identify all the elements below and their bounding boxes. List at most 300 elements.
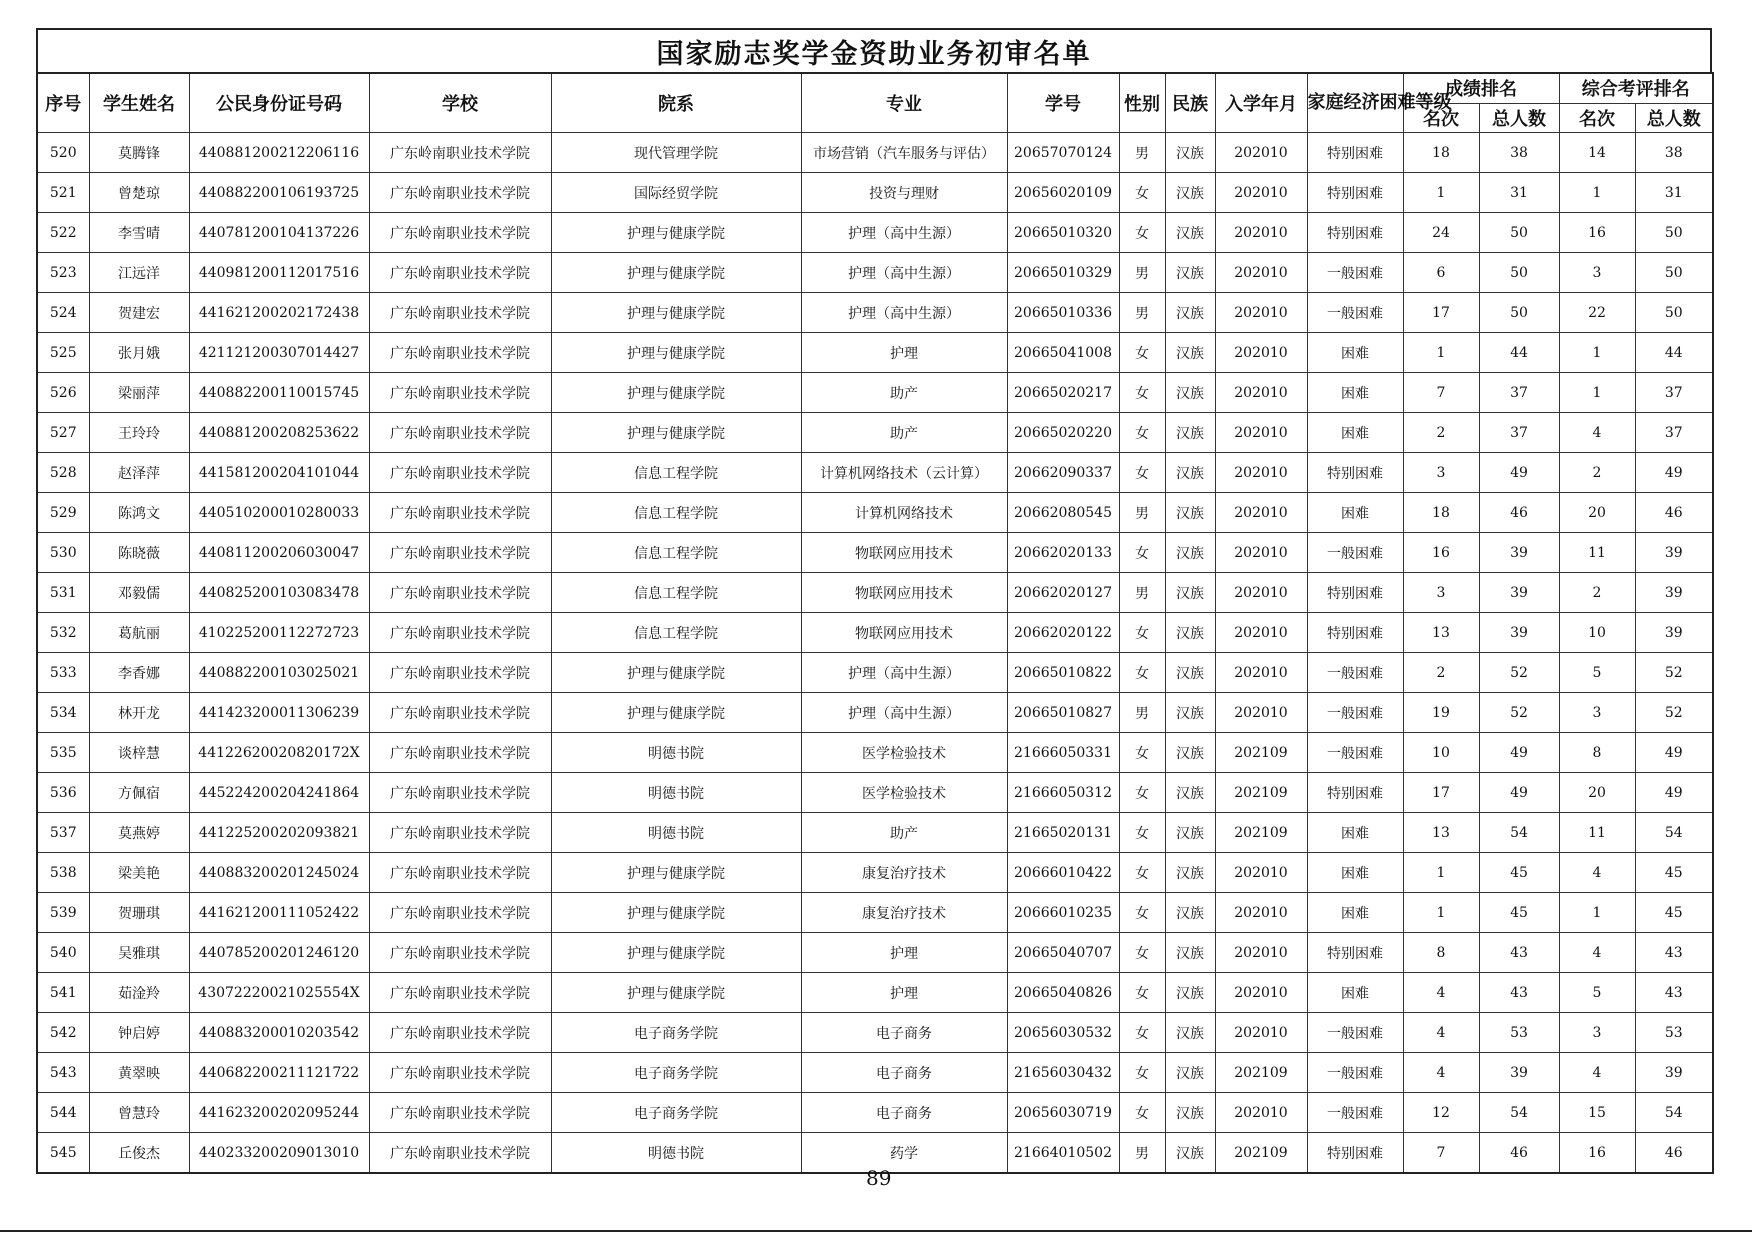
- cell-grade-rank: 19: [1403, 693, 1479, 733]
- cell-college: 信息工程学院: [551, 533, 801, 573]
- cell-seq: 532: [37, 613, 89, 653]
- cell-enroll: 202109: [1215, 773, 1307, 813]
- cell-overall-rank: 3: [1559, 253, 1635, 293]
- cell-overall-rank: 4: [1559, 933, 1635, 973]
- cell-grade-total: 39: [1479, 533, 1559, 573]
- cell-college: 护理与健康学院: [551, 853, 801, 893]
- table-row: [37, 613, 1713, 653]
- cell-sid: 20665010822: [1007, 653, 1119, 693]
- cell-gender: 女: [1119, 1093, 1165, 1133]
- cell-gender: 女: [1119, 773, 1165, 813]
- cell-sid: 21665020131: [1007, 813, 1119, 853]
- cell-name: 葛航丽: [89, 613, 189, 653]
- cell-ethnicity: 汉族: [1165, 653, 1215, 693]
- cell-seq: 539: [37, 893, 89, 933]
- cell-enroll: 202010: [1215, 613, 1307, 653]
- cell-gender: 女: [1119, 173, 1165, 213]
- cell-school: 广东岭南职业技术学院: [369, 533, 551, 573]
- cell-seq: 536: [37, 773, 89, 813]
- cell-sid: 20656030532: [1007, 1013, 1119, 1053]
- cell-seq: 529: [37, 493, 89, 533]
- cell-hardship: 特别困难: [1307, 933, 1403, 973]
- cell-enroll: 202010: [1215, 173, 1307, 213]
- cell-name: 梁美艳: [89, 853, 189, 893]
- table-row: [37, 1093, 1713, 1133]
- cell-grade-rank: 8: [1403, 933, 1479, 973]
- cell-school: 广东岭南职业技术学院: [369, 213, 551, 253]
- cell-id: 441423200011306239: [189, 693, 369, 733]
- cell-seq: 525: [37, 333, 89, 373]
- cell-id: 440811200206030047: [189, 533, 369, 573]
- cell-major: 计算机网络技术: [801, 493, 1007, 533]
- cell-sid: 20666010235: [1007, 893, 1119, 933]
- cell-major: 投资与理财: [801, 173, 1007, 213]
- cell-name: 陈晓薇: [89, 533, 189, 573]
- cell-hardship: 特别困难: [1307, 173, 1403, 213]
- table-row: [37, 253, 1713, 293]
- cell-gender: 女: [1119, 213, 1165, 253]
- cell-grade-rank: 2: [1403, 413, 1479, 453]
- cell-enroll: 202010: [1215, 213, 1307, 253]
- cell-college: 护理与健康学院: [551, 973, 801, 1013]
- cell-school: 广东岭南职业技术学院: [369, 333, 551, 373]
- cell-gender: 女: [1119, 733, 1165, 773]
- cell-hardship: 特别困难: [1307, 1133, 1403, 1174]
- cell-gender: 女: [1119, 333, 1165, 373]
- cell-college: 国际经贸学院: [551, 173, 801, 213]
- cell-overall-rank: 4: [1559, 413, 1635, 453]
- cell-seq: 521: [37, 173, 89, 213]
- cell-ethnicity: 汉族: [1165, 253, 1215, 293]
- cell-overall-total: 37: [1635, 413, 1713, 453]
- cell-enroll: 202010: [1215, 293, 1307, 333]
- cell-sid: 20665020220: [1007, 413, 1119, 453]
- cell-overall-total: 43: [1635, 933, 1713, 973]
- cell-hardship: 特别困难: [1307, 613, 1403, 653]
- cell-enroll: 202010: [1215, 693, 1307, 733]
- cell-hardship: 一般困难: [1307, 253, 1403, 293]
- cell-enroll: 202010: [1215, 413, 1307, 453]
- cell-gender: 女: [1119, 1053, 1165, 1093]
- cell-id: 440883200010203542: [189, 1013, 369, 1053]
- cell-hardship: 一般困难: [1307, 533, 1403, 573]
- cell-grade-total: 39: [1479, 573, 1559, 613]
- cell-college: 护理与健康学院: [551, 333, 801, 373]
- cell-gender: 男: [1119, 493, 1165, 533]
- cell-sid: 21666050312: [1007, 773, 1119, 813]
- cell-hardship: 困难: [1307, 373, 1403, 413]
- cell-gender: 女: [1119, 853, 1165, 893]
- cell-ethnicity: 汉族: [1165, 733, 1215, 773]
- cell-name: 钟启婷: [89, 1013, 189, 1053]
- cell-sid: 20662020122: [1007, 613, 1119, 653]
- cell-name: 李香娜: [89, 653, 189, 693]
- cell-id: 43072220021025554X: [189, 973, 369, 1013]
- cell-enroll: 202109: [1215, 1053, 1307, 1093]
- cell-major: 物联网应用技术: [801, 573, 1007, 613]
- cell-hardship: 困难: [1307, 853, 1403, 893]
- cell-major: 护理（高中生源）: [801, 213, 1007, 253]
- cell-gender: 男: [1119, 133, 1165, 173]
- cell-name: 邓毅儒: [89, 573, 189, 613]
- table-row: [37, 653, 1713, 693]
- cell-hardship: 一般困难: [1307, 733, 1403, 773]
- cell-ethnicity: 汉族: [1165, 173, 1215, 213]
- cell-enroll: 202010: [1215, 973, 1307, 1013]
- cell-enroll: 202010: [1215, 573, 1307, 613]
- table-row: [37, 533, 1713, 573]
- cell-id: 441225200202093821: [189, 813, 369, 853]
- cell-name: 李雪晴: [89, 213, 189, 253]
- cell-grade-total: 43: [1479, 973, 1559, 1013]
- cell-gender: 女: [1119, 453, 1165, 493]
- cell-seq: 542: [37, 1013, 89, 1053]
- cell-sid: 21656030432: [1007, 1053, 1119, 1093]
- cell-college: 信息工程学院: [551, 453, 801, 493]
- cell-college: 护理与健康学院: [551, 213, 801, 253]
- cell-id: 440781200104137226: [189, 213, 369, 253]
- cell-ethnicity: 汉族: [1165, 453, 1215, 493]
- cell-overall-rank: 1: [1559, 333, 1635, 373]
- cell-overall-total: 31: [1635, 173, 1713, 213]
- cell-grade-rank: 3: [1403, 573, 1479, 613]
- cell-name: 张月娥: [89, 333, 189, 373]
- cell-overall-rank: 5: [1559, 653, 1635, 693]
- cell-id: 441581200204101044: [189, 453, 369, 493]
- cell-gender: 男: [1119, 1133, 1165, 1174]
- cell-overall-rank: 11: [1559, 533, 1635, 573]
- table-row: [37, 213, 1713, 253]
- cell-overall-total: 43: [1635, 973, 1713, 1013]
- cell-id: 440881200212206116: [189, 133, 369, 173]
- cell-enroll: 202010: [1215, 533, 1307, 573]
- cell-overall-rank: 5: [1559, 973, 1635, 1013]
- cell-college: 明德书院: [551, 813, 801, 853]
- cell-grade-total: 37: [1479, 413, 1559, 453]
- cell-overall-total: 50: [1635, 213, 1713, 253]
- cell-overall-rank: 2: [1559, 453, 1635, 493]
- cell-college: 护理与健康学院: [551, 933, 801, 973]
- cell-overall-rank: 1: [1559, 173, 1635, 213]
- cell-ethnicity: 汉族: [1165, 1013, 1215, 1053]
- cell-grade-total: 39: [1479, 613, 1559, 653]
- cell-sid: 20665040707: [1007, 933, 1119, 973]
- cell-college: 护理与健康学院: [551, 693, 801, 733]
- cell-grade-total: 49: [1479, 733, 1559, 773]
- cell-name: 曾楚琼: [89, 173, 189, 213]
- cell-sid: 20665010827: [1007, 693, 1119, 733]
- cell-major: 物联网应用技术: [801, 533, 1007, 573]
- cell-major: 护理: [801, 973, 1007, 1013]
- cell-ethnicity: 汉族: [1165, 813, 1215, 853]
- cell-school: 广东岭南职业技术学院: [369, 293, 551, 333]
- cell-school: 广东岭南职业技术学院: [369, 653, 551, 693]
- table-row: [37, 1053, 1713, 1093]
- cell-id: 440785200201246120: [189, 933, 369, 973]
- cell-major: 电子商务: [801, 1093, 1007, 1133]
- cell-id: 440510200010280033: [189, 493, 369, 533]
- cell-major: 护理（高中生源）: [801, 693, 1007, 733]
- cell-school: 广东岭南职业技术学院: [369, 973, 551, 1013]
- table-body: [37, 133, 1713, 1174]
- cell-enroll: 202109: [1215, 1133, 1307, 1174]
- cell-grade-rank: 4: [1403, 1013, 1479, 1053]
- cell-grade-total: 49: [1479, 773, 1559, 813]
- cell-school: 广东岭南职业技术学院: [369, 853, 551, 893]
- cell-ethnicity: 汉族: [1165, 853, 1215, 893]
- cell-overall-total: 49: [1635, 773, 1713, 813]
- cell-enroll: 202010: [1215, 1013, 1307, 1053]
- cell-ethnicity: 汉族: [1165, 293, 1215, 333]
- cell-ethnicity: 汉族: [1165, 933, 1215, 973]
- cell-overall-total: 39: [1635, 573, 1713, 613]
- cell-sid: 20665010320: [1007, 213, 1119, 253]
- cell-grade-total: 46: [1479, 493, 1559, 533]
- cell-id: 44122620020820172X: [189, 733, 369, 773]
- cell-major: 护理: [801, 333, 1007, 373]
- cell-college: 信息工程学院: [551, 493, 801, 533]
- cell-gender: 女: [1119, 933, 1165, 973]
- cell-hardship: 困难: [1307, 413, 1403, 453]
- cell-gender: 女: [1119, 373, 1165, 413]
- cell-college: 明德书院: [551, 773, 801, 813]
- col-header-major: 专业: [801, 73, 1007, 133]
- cell-sid: 20657070124: [1007, 133, 1119, 173]
- cell-grade-rank: 2: [1403, 653, 1479, 693]
- cell-college: 护理与健康学院: [551, 293, 801, 333]
- cell-sid: 20665040826: [1007, 973, 1119, 1013]
- footer-rule: [0, 1230, 1752, 1232]
- cell-grade-rank: 7: [1403, 373, 1479, 413]
- cell-overall-rank: 16: [1559, 1133, 1635, 1174]
- cell-name: 林开龙: [89, 693, 189, 733]
- cell-grade-rank: 24: [1403, 213, 1479, 253]
- cell-major: 医学检验技术: [801, 773, 1007, 813]
- cell-grade-rank: 4: [1403, 1053, 1479, 1093]
- cell-name: 贺建宏: [89, 293, 189, 333]
- cell-ethnicity: 汉族: [1165, 573, 1215, 613]
- cell-name: 曾慧玲: [89, 1093, 189, 1133]
- cell-enroll: 202010: [1215, 933, 1307, 973]
- cell-major: 电子商务: [801, 1053, 1007, 1093]
- table-row: [37, 453, 1713, 493]
- cell-overall-rank: 4: [1559, 1053, 1635, 1093]
- cell-seq: 545: [37, 1133, 89, 1174]
- cell-overall-rank: 8: [1559, 733, 1635, 773]
- cell-overall-total: 39: [1635, 613, 1713, 653]
- cell-overall-total: 49: [1635, 453, 1713, 493]
- cell-seq: 535: [37, 733, 89, 773]
- cell-enroll: 202010: [1215, 653, 1307, 693]
- table-header: [37, 73, 1713, 133]
- table-row: [37, 813, 1713, 853]
- cell-id: 441623200202095244: [189, 1093, 369, 1133]
- cell-id: 441621200111052422: [189, 893, 369, 933]
- cell-seq: 537: [37, 813, 89, 853]
- cell-overall-rank: 2: [1559, 573, 1635, 613]
- cell-overall-total: 46: [1635, 1133, 1713, 1174]
- cell-id: 421121200307014427: [189, 333, 369, 373]
- cell-school: 广东岭南职业技术学院: [369, 453, 551, 493]
- cell-hardship: 一般困难: [1307, 653, 1403, 693]
- cell-sid: 20662090337: [1007, 453, 1119, 493]
- cell-grade-rank: 18: [1403, 133, 1479, 173]
- cell-seq: 520: [37, 133, 89, 173]
- cell-enroll: 202010: [1215, 893, 1307, 933]
- cell-college: 护理与健康学院: [551, 373, 801, 413]
- cell-overall-total: 39: [1635, 533, 1713, 573]
- cell-ethnicity: 汉族: [1165, 613, 1215, 653]
- cell-id: 441621200202172438: [189, 293, 369, 333]
- cell-grade-rank: 18: [1403, 493, 1479, 533]
- cell-gender: 女: [1119, 813, 1165, 853]
- cell-school: 广东岭南职业技术学院: [369, 573, 551, 613]
- cell-overall-rank: 4: [1559, 853, 1635, 893]
- cell-name: 江远洋: [89, 253, 189, 293]
- cell-seq: 526: [37, 373, 89, 413]
- cell-overall-total: 53: [1635, 1013, 1713, 1053]
- cell-grade-total: 45: [1479, 853, 1559, 893]
- cell-major: 助产: [801, 813, 1007, 853]
- cell-hardship: 一般困难: [1307, 293, 1403, 333]
- cell-overall-rank: 3: [1559, 1013, 1635, 1053]
- scholarship-table: [36, 72, 1714, 1174]
- cell-hardship: 一般困难: [1307, 1093, 1403, 1133]
- table-row: [37, 1013, 1713, 1053]
- cell-name: 莫燕婷: [89, 813, 189, 853]
- cell-grade-total: 52: [1479, 653, 1559, 693]
- cell-major: 护理（高中生源）: [801, 293, 1007, 333]
- col-header-enroll: 入学年月: [1215, 73, 1307, 133]
- cell-ethnicity: 汉族: [1165, 693, 1215, 733]
- cell-ethnicity: 汉族: [1165, 133, 1215, 173]
- cell-hardship: 特别困难: [1307, 133, 1403, 173]
- cell-gender: 男: [1119, 293, 1165, 333]
- cell-overall-total: 39: [1635, 1053, 1713, 1093]
- cell-grade-total: 49: [1479, 453, 1559, 493]
- cell-ethnicity: 汉族: [1165, 1133, 1215, 1174]
- cell-sid: 20665010336: [1007, 293, 1119, 333]
- cell-overall-total: 52: [1635, 693, 1713, 733]
- cell-school: 广东岭南职业技术学院: [369, 933, 551, 973]
- cell-sid: 21666050331: [1007, 733, 1119, 773]
- cell-name: 莫腾锋: [89, 133, 189, 173]
- cell-id: 440825200103083478: [189, 573, 369, 613]
- cell-college: 信息工程学院: [551, 613, 801, 653]
- table-row: [37, 493, 1713, 533]
- cell-major: 计算机网络技术（云计算）: [801, 453, 1007, 493]
- col-header-grade-rank-group: 成绩排名: [1403, 73, 1559, 103]
- cell-college: 明德书院: [551, 733, 801, 773]
- cell-name: 黄翠映: [89, 1053, 189, 1093]
- cell-name: 王玲玲: [89, 413, 189, 453]
- cell-ethnicity: 汉族: [1165, 1053, 1215, 1093]
- table-row: [37, 893, 1713, 933]
- table-row: [37, 733, 1713, 773]
- cell-school: 广东岭南职业技术学院: [369, 773, 551, 813]
- cell-overall-total: 50: [1635, 253, 1713, 293]
- col-header-ethnicity: 民族: [1165, 73, 1215, 133]
- cell-enroll: 202010: [1215, 853, 1307, 893]
- table-row: [37, 973, 1713, 1013]
- cell-overall-rank: 15: [1559, 1093, 1635, 1133]
- cell-grade-total: 50: [1479, 293, 1559, 333]
- cell-id: 445224200204241864: [189, 773, 369, 813]
- cell-id: 440682200211121722: [189, 1053, 369, 1093]
- cell-major: 电子商务: [801, 1013, 1007, 1053]
- cell-ethnicity: 汉族: [1165, 973, 1215, 1013]
- cell-grade-rank: 1: [1403, 333, 1479, 373]
- cell-grade-rank: 1: [1403, 173, 1479, 213]
- cell-grade-rank: 13: [1403, 813, 1479, 853]
- cell-seq: 528: [37, 453, 89, 493]
- cell-major: 护理: [801, 933, 1007, 973]
- cell-enroll: 202010: [1215, 453, 1307, 493]
- cell-sid: 20662020133: [1007, 533, 1119, 573]
- cell-grade-rank: 13: [1403, 613, 1479, 653]
- cell-overall-total: 49: [1635, 733, 1713, 773]
- cell-college: 电子商务学院: [551, 1053, 801, 1093]
- col-header-college: 院系: [551, 73, 801, 133]
- cell-overall-rank: 3: [1559, 693, 1635, 733]
- cell-id: 440883200201245024: [189, 853, 369, 893]
- cell-grade-total: 54: [1479, 1093, 1559, 1133]
- cell-gender: 女: [1119, 653, 1165, 693]
- cell-hardship: 困难: [1307, 893, 1403, 933]
- cell-sid: 20665010329: [1007, 253, 1119, 293]
- cell-school: 广东岭南职业技术学院: [369, 413, 551, 453]
- cell-overall-rank: 11: [1559, 813, 1635, 853]
- table-row: [37, 773, 1713, 813]
- cell-overall-total: 54: [1635, 1093, 1713, 1133]
- cell-major: 物联网应用技术: [801, 613, 1007, 653]
- cell-hardship: 特别困难: [1307, 773, 1403, 813]
- col-header-hardship: 家庭经济困难等级: [1307, 73, 1403, 133]
- col-header-overall-total: 总人数: [1635, 103, 1713, 132]
- cell-major: 护理（高中生源）: [801, 653, 1007, 693]
- cell-school: 广东岭南职业技术学院: [369, 1133, 551, 1174]
- cell-gender: 女: [1119, 893, 1165, 933]
- col-header-school: 学校: [369, 73, 551, 133]
- col-header-overall-rank: 名次: [1559, 103, 1635, 132]
- page-number: 89: [866, 1166, 892, 1190]
- cell-name: 陈鸿文: [89, 493, 189, 533]
- cell-grade-total: 39: [1479, 1053, 1559, 1093]
- cell-overall-rank: 1: [1559, 373, 1635, 413]
- cell-id: 410225200112272723: [189, 613, 369, 653]
- cell-grade-rank: 17: [1403, 773, 1479, 813]
- cell-hardship: 困难: [1307, 333, 1403, 373]
- cell-grade-total: 52: [1479, 693, 1559, 733]
- cell-sid: 20666010422: [1007, 853, 1119, 893]
- cell-hardship: 困难: [1307, 973, 1403, 1013]
- cell-gender: 女: [1119, 613, 1165, 653]
- cell-gender: 女: [1119, 533, 1165, 573]
- cell-ethnicity: 汉族: [1165, 373, 1215, 413]
- cell-name: 梁丽萍: [89, 373, 189, 413]
- cell-id: 440881200208253622: [189, 413, 369, 453]
- cell-college: 护理与健康学院: [551, 893, 801, 933]
- table-row: [37, 333, 1713, 373]
- cell-overall-total: 50: [1635, 293, 1713, 333]
- col-header-grade-total: 总人数: [1479, 103, 1559, 132]
- cell-grade-total: 53: [1479, 1013, 1559, 1053]
- cell-grade-total: 31: [1479, 173, 1559, 213]
- cell-school: 广东岭南职业技术学院: [369, 893, 551, 933]
- cell-sid: 20656030719: [1007, 1093, 1119, 1133]
- cell-sid: 20665020217: [1007, 373, 1119, 413]
- cell-hardship: 困难: [1307, 493, 1403, 533]
